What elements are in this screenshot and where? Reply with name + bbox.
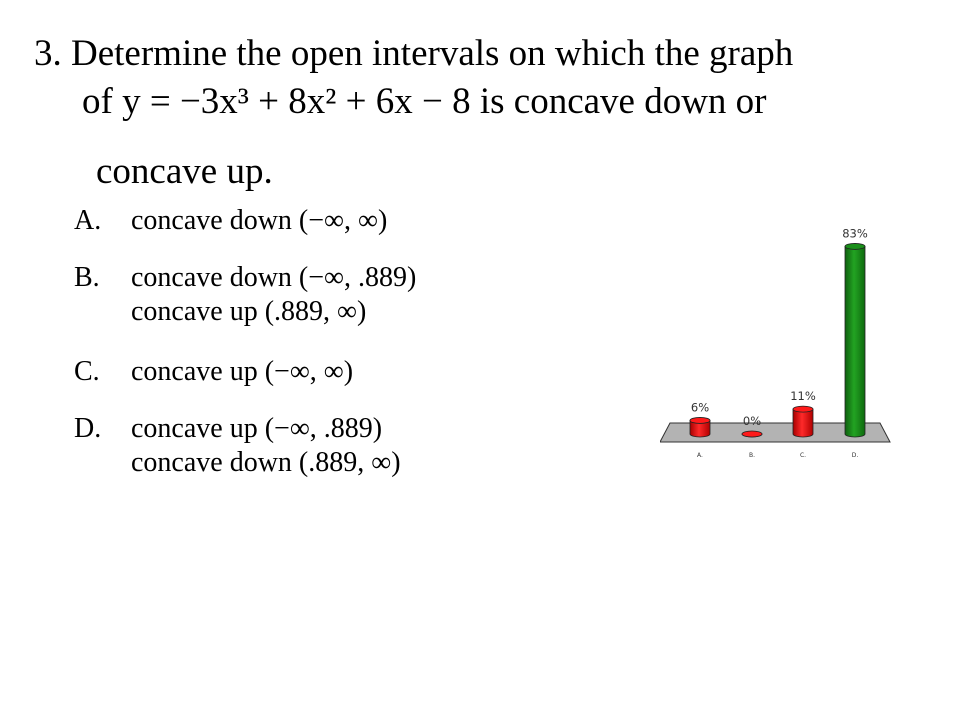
choice-b-letter: B. bbox=[74, 262, 100, 293]
choice-b-text: concave down (−∞, .889) bbox=[131, 262, 417, 293]
bar-c-body bbox=[793, 409, 813, 437]
question-line-2: of y = −3x³ + 8x² + 6x − 8 is concave down or bbox=[82, 81, 767, 122]
choice-a-text: concave down (−∞, ∞) bbox=[131, 205, 388, 236]
question-line-3: concave up. bbox=[96, 151, 273, 192]
bar-c bbox=[793, 406, 813, 437]
bars-group bbox=[690, 243, 865, 437]
tick-labels-group bbox=[697, 452, 858, 459]
value-label-b: 0% bbox=[742, 414, 762, 428]
bar-b-cap bbox=[742, 431, 762, 437]
tick-label-a: A. bbox=[697, 452, 703, 459]
choice-d-letter: D. bbox=[74, 413, 102, 444]
bar-d bbox=[845, 243, 865, 437]
choice-d-text: concave up (−∞, .889) bbox=[131, 413, 383, 444]
tick-label-d: D. bbox=[851, 452, 859, 459]
choice-c-letter: C. bbox=[74, 356, 100, 387]
choice-a-letter: A. bbox=[74, 205, 102, 236]
choice-d bbox=[74, 412, 401, 480]
choice-a bbox=[74, 204, 387, 238]
value-labels-group bbox=[691, 226, 868, 428]
value-label-a: 6% bbox=[690, 400, 710, 415]
tick-label-c: C. bbox=[799, 452, 807, 459]
bar-d-body bbox=[845, 246, 865, 437]
question-line-1: 3. Determine the open intervals on which the graph bbox=[34, 33, 794, 74]
value-label-c: 11% bbox=[790, 389, 816, 404]
choice-d-text-2: concave down (.889, ∞) bbox=[131, 447, 401, 478]
choice-c bbox=[74, 355, 353, 389]
choice-b-text-2: concave up (.889, ∞) bbox=[131, 296, 367, 327]
bar-a-cap bbox=[690, 417, 710, 423]
bar-b bbox=[742, 431, 762, 437]
bar-c-cap bbox=[793, 406, 813, 412]
tick-label-b: B. bbox=[748, 452, 756, 459]
response-bar-chart bbox=[660, 210, 900, 465]
value-label-d: 83% bbox=[842, 226, 868, 241]
choice-c-text: concave up (−∞, ∞) bbox=[131, 356, 354, 387]
bar-a bbox=[690, 417, 710, 437]
bar-d-cap bbox=[845, 243, 865, 249]
choice-b bbox=[74, 261, 416, 329]
